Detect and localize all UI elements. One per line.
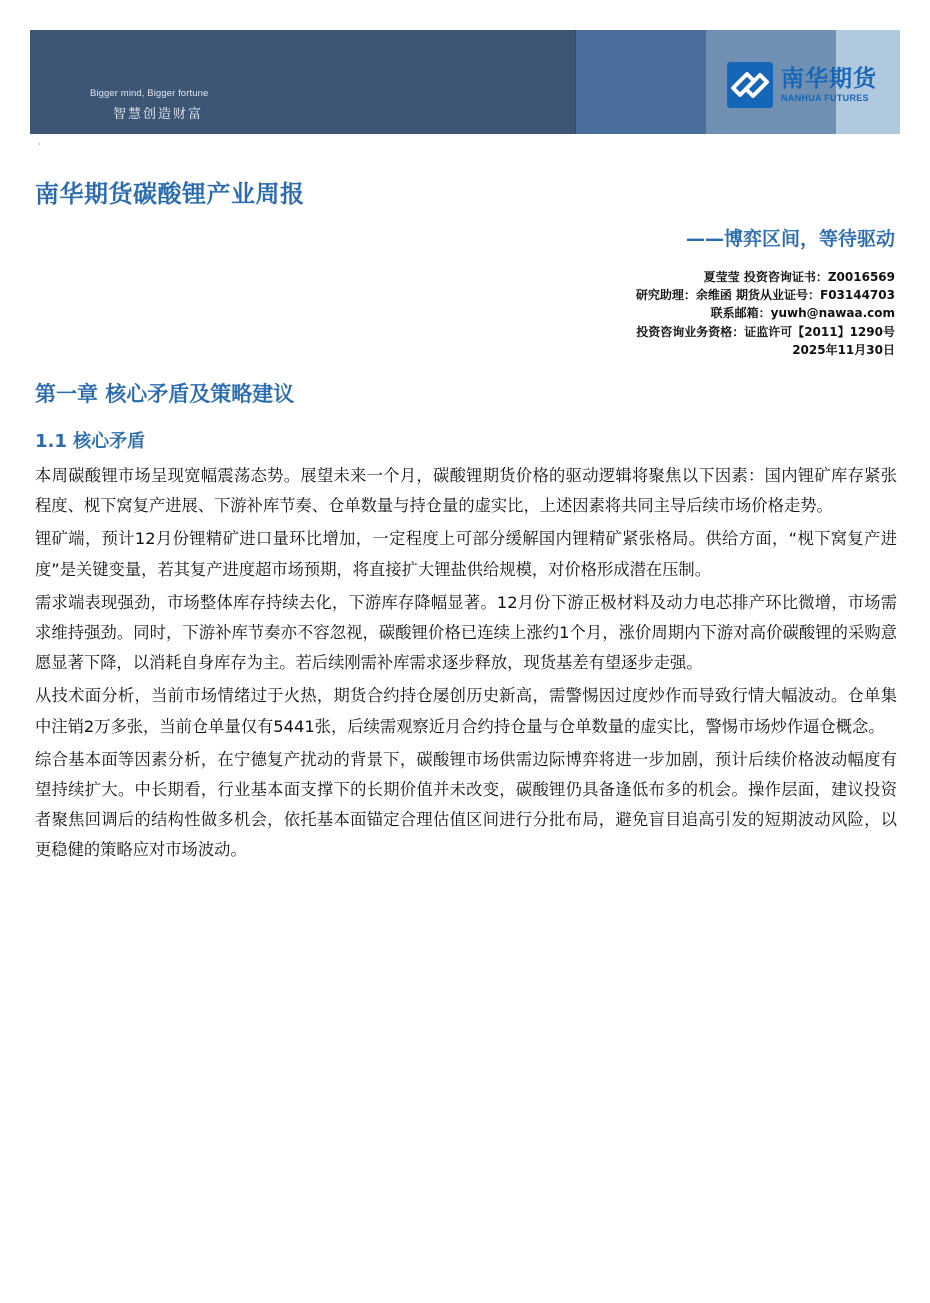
page-marker: · xyxy=(38,140,41,149)
license-line: 投资咨询业务资格：证监许可【2011】1290号 xyxy=(636,324,895,339)
paragraph: 从技术面分析，当前市场情绪过于火热，期货合约持仓屡创历史新高，需警惕因过度炒作而导致行情大幅波动。仓单集中注销2万多张，当前仓单量仅有5441张，后续需观察近月合约持仓量与仓单数量的虚实比，警惕市场炒作逼仓概念。 xyxy=(35,686,897,736)
nanhua-logo-icon xyxy=(727,62,773,108)
banner-segment-mid xyxy=(576,30,706,134)
chapter-heading: 第一章 核心矛盾及策略建议 xyxy=(35,382,295,406)
tagline-english: Bigger mind, Bigger fortune xyxy=(90,88,209,99)
logo-name-chinese: 南华期货 xyxy=(781,66,877,92)
tagline-chinese: 智慧创造财富 xyxy=(113,107,204,122)
report-title: 南华期货碳酸锂产业周报 xyxy=(35,180,305,208)
report-subtitle: ——博弈区间，等待驱动 xyxy=(685,228,895,250)
section-heading: 1.1 核心矛盾 xyxy=(35,431,146,452)
logo-name-english: NANHUA FUTURES xyxy=(781,93,869,103)
section-body xyxy=(35,461,897,869)
company-logo xyxy=(727,62,877,108)
assistant-line: 研究助理：余维函 期货从业证号：F03144703 xyxy=(635,288,895,303)
email-line: 联系邮箱：yuwh@nawaa.com xyxy=(710,306,895,321)
paragraph: 综合基本面等因素分析，在宁德复产扰动的背景下，碳酸锂市场供需边际博弈将进一步加剧，预计后续价格波动幅度有望持续扩大。中长期看，行业基本面支撑下的长期价值并未改变，碳酸锂仍具备逢低布多的机会。操作层面，建议投资者聚焦回调后的结构性做多机会，依托基本面锚定合理估值区间进行分批布局，避免盲目追高引发的短期波动风险，以更稳健的策略应对市场波动。 xyxy=(35,749,897,860)
paragraph: 锂矿端，预计12月份锂精矿进口量环比增加，一定程度上可部分缓解国内锂精矿紧张格局。供给方面，“枧下窝复产进度”是关键变量，若其复产进度超市场预期，将直接扩大锂盐供给规模，对价格形成潜在压制。 xyxy=(35,529,897,579)
report-date: 2025年11月30日 xyxy=(792,342,895,357)
analyst-line: 夏莹莹 投资咨询证书：Z0016569 xyxy=(703,270,895,284)
author-info xyxy=(636,268,895,359)
banner-segment-dark xyxy=(30,30,575,134)
paragraph: 本周碳酸锂市场呈现宽幅震荡态势。展望未来一个月，碳酸锂期货价格的驱动逻辑将聚焦以下因素：国内锂矿库存紧张程度、枧下窝复产进展、下游补库节奏、仓单数量与持仓量的虚实比，上述因素将共同主导后续市场价格走势。 xyxy=(35,466,897,516)
paragraph: 需求端表现强劲，市场整体库存持续去化，下游库存降幅显著。12月份下游正极材料及动力电芯排产环比微增，市场需求维持强劲。同时，下游补库节奏亦不容忽视，碳酸锂价格已连续上涨约1个月，涨价周期内下游对高价碳酸锂的采购意愿显著下降，以消耗自身库存为主。若后续刚需补库需求逐步释放，现货基差有望逐步走强。 xyxy=(35,592,897,673)
